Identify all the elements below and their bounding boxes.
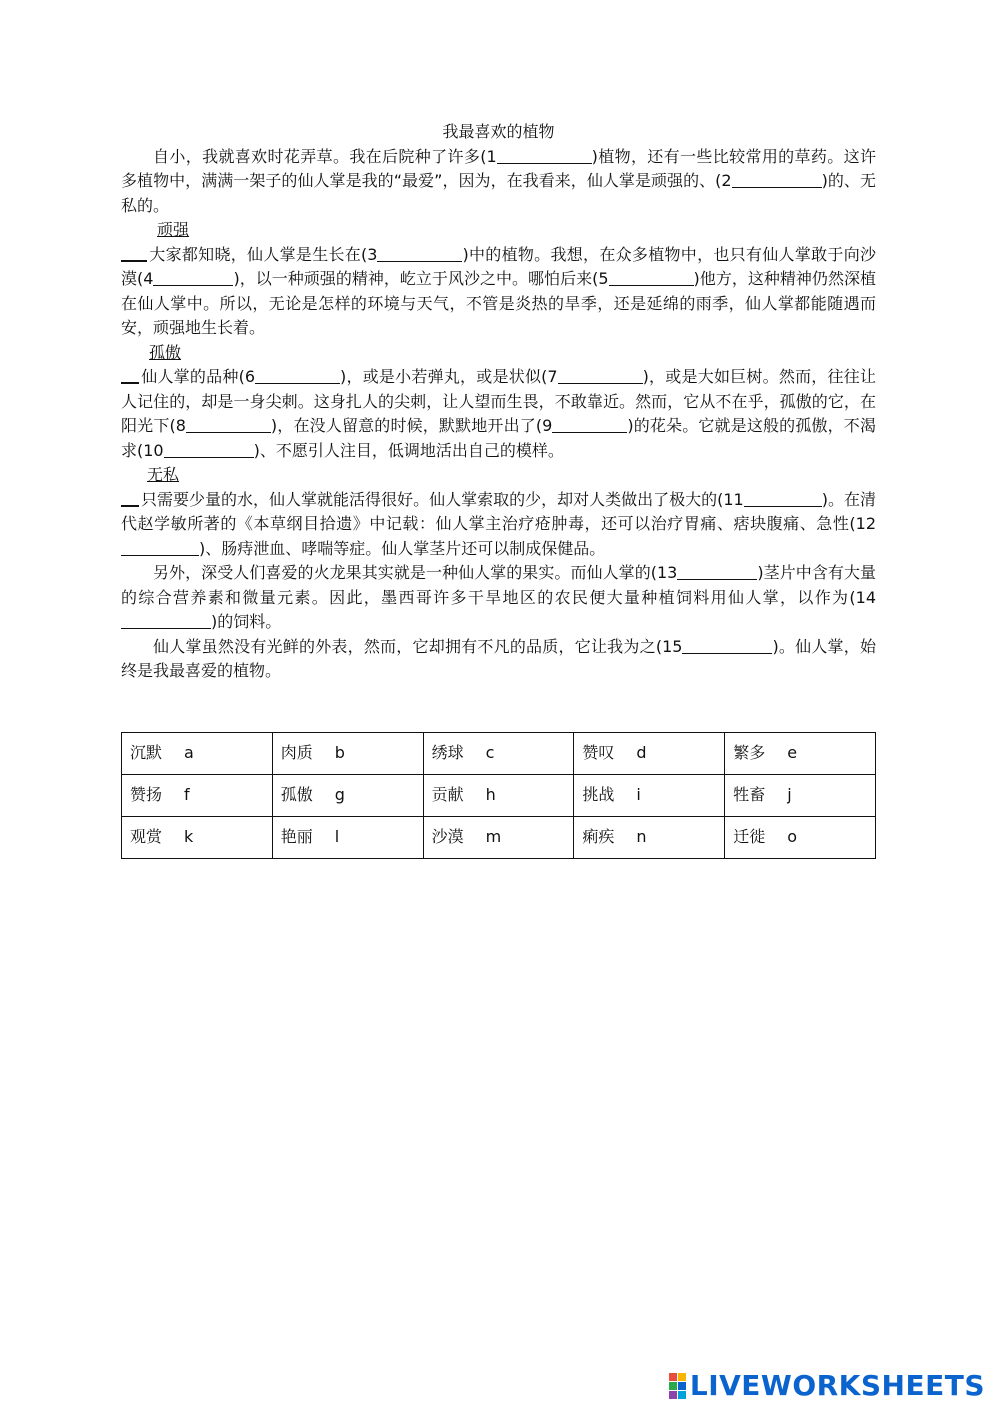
word-bank-cell[interactable] [122,816,273,858]
paragraph-intro: 自小，我就喜欢时花弄草。我在后院种了许多(1 )植物，还有一些比较常用的草药。这许多植物中，满满一架子的仙人掌是我的“最爱”，因为，在我看来，仙人掌是顽强的、(2 )的、无私的。 [121,146,876,215]
word-option-letter: b [334,742,345,762]
word-bank-cell[interactable] [574,732,725,774]
word-option-letter: h [485,784,496,804]
word-bank-cell[interactable] [574,774,725,816]
blank-input-5[interactable] [609,269,694,286]
word-bank-table [121,732,876,859]
logo-square [678,1373,686,1381]
blank-input-6[interactable] [255,367,340,384]
blank-input-1[interactable] [497,147,592,164]
logo-square [669,1373,677,1381]
word-option: 绣球 [431,742,464,762]
paragraph-section-1: 大家都知晓，仙人掌是生长在(3 )中的植物。我想，在众多植物中，也只有仙人掌敢于向沙漠(4 )，以一种顽强的精神，屹立于风沙之中。哪怕后来(5 )他方，这种精神仍然深植在仙人掌中。所以，无论是怎样的环境与天气，不管是炎热的旱季，还是延绵的雨季，仙人掌都能随遇而安，顽强地生长着。 [121,244,876,337]
word-option: 观赏 [130,826,163,846]
word-option: 沙漠 [431,826,464,846]
paragraph-section-2: 仙人掌的品种(6 )，或是小若弹丸，或是状似(7 )，或是大如巨树。然而，往往让人记住的，却是一身尖刺。这身扎人的尖刺，让人望而生畏，不敢靠近。然而，它从不在乎，孤傲的它，在阳光下(8 )，在没人留意的时候，默默地开出了(9 )的花朵。它就是这般的孤傲，不渴求(10 )、不愿引人注目，低调地活出自己的模样。 [121,367,876,460]
worksheet [121,120,876,859]
word-option: 贡献 [431,784,464,804]
logo-mark-icon [669,1373,686,1399]
blank-input-2[interactable] [732,171,822,188]
section-heading-2: 孤傲 [149,342,182,362]
paragraph-section-3: 只需要少量的水，仙人掌就能活得很好。仙人掌索取的少，却对人类做出了极大的(11 )。在清代赵学敏所著的《本草纲目拾遗》中记载：仙人掌主治疗疮肿毒，还可以治疗胃痛、痞块腹痛、急性(12)、肠痔泄血、哮喘等症。仙人掌茎片还可以制成保健品。 [121,489,876,558]
liveworksheets-logo [669,1369,985,1402]
word-bank-cell[interactable] [423,774,574,816]
word-option-letter: l [334,826,340,846]
word-option-letter: d [636,742,647,762]
blank-input-10[interactable] [164,441,254,458]
logo-square [669,1382,677,1390]
blank-input-13[interactable] [677,563,757,580]
word-bank-cell[interactable] [122,732,273,774]
word-bank-cell[interactable] [122,774,273,816]
logo-square [678,1382,686,1390]
heading-blank-2[interactable] [121,367,139,384]
blank-input-12[interactable] [121,539,199,556]
word-option: 痢疾 [582,826,615,846]
word-option-letter: f [184,784,190,804]
word-bank-cell[interactable] [272,816,423,858]
page-title: 我最喜欢的植物 [442,122,555,141]
word-bank-cell[interactable] [725,774,876,816]
word-option-letter: g [334,784,345,804]
word-bank-cell[interactable] [725,732,876,774]
word-bank-row [122,774,876,816]
blank-input-15[interactable] [682,637,772,654]
word-option: 孤傲 [280,784,313,804]
word-option: 艳丽 [280,826,313,846]
logo-text: LIVEWORKSHEETS [689,1369,985,1402]
section-heading-3: 无私 [147,465,180,484]
word-option-letter: a [184,742,194,762]
word-option-letter: c [485,742,495,762]
blank-input-14[interactable] [121,612,211,629]
word-bank-cell[interactable] [574,816,725,858]
word-option-letter: j [787,784,792,804]
word-bank-cell[interactable] [423,816,574,858]
word-bank-cell[interactable] [272,774,423,816]
word-option-letter: i [636,784,641,804]
logo-square [678,1391,686,1399]
heading-blank-3[interactable] [121,490,139,507]
word-bank-cell[interactable] [423,732,574,774]
word-bank-row [122,732,876,774]
paragraph-5: 仙人掌虽然没有光鲜的外表，然而，它却拥有不凡的品质，它让我为之(15 )。仙人掌，始终是我最喜爱的植物。 [121,636,876,680]
blank-input-11[interactable] [744,490,822,507]
heading-blank-1[interactable] [121,245,147,262]
word-option-letter: k [184,826,194,846]
word-bank-cell[interactable] [272,732,423,774]
word-option-letter: m [485,826,502,846]
paragraph-4: 另外，深受人们喜爱的火龙果其实就是一种仙人掌的果实。而仙人掌的(13 )茎片中含有大量的综合营养素和微量元素。因此，墨西哥许多干旱地区的农民便大量种植饲料用仙人掌，以作为(14)的饲料。 [121,563,876,631]
word-option-letter: n [636,826,647,846]
word-bank-cell[interactable] [725,816,876,858]
word-option: 牲畜 [733,784,766,804]
word-option-letter: o [787,826,797,846]
word-option: 繁多 [733,742,766,762]
blank-input-3[interactable] [377,245,462,262]
section-heading-1: 顽强 [157,220,190,239]
word-option: 肉质 [280,742,313,762]
word-option: 赞叹 [582,742,615,762]
word-option: 赞扬 [130,784,163,804]
word-option: 迁徙 [733,826,766,846]
blank-input-7[interactable] [558,367,643,384]
blank-input-4[interactable] [153,269,233,286]
word-option: 挑战 [582,784,615,804]
word-bank-row [122,816,876,858]
logo-square [669,1391,677,1399]
blank-input-9[interactable] [552,416,627,433]
word-option-letter: e [787,742,798,762]
blank-input-8[interactable] [186,416,271,433]
word-option: 沉默 [130,742,163,762]
